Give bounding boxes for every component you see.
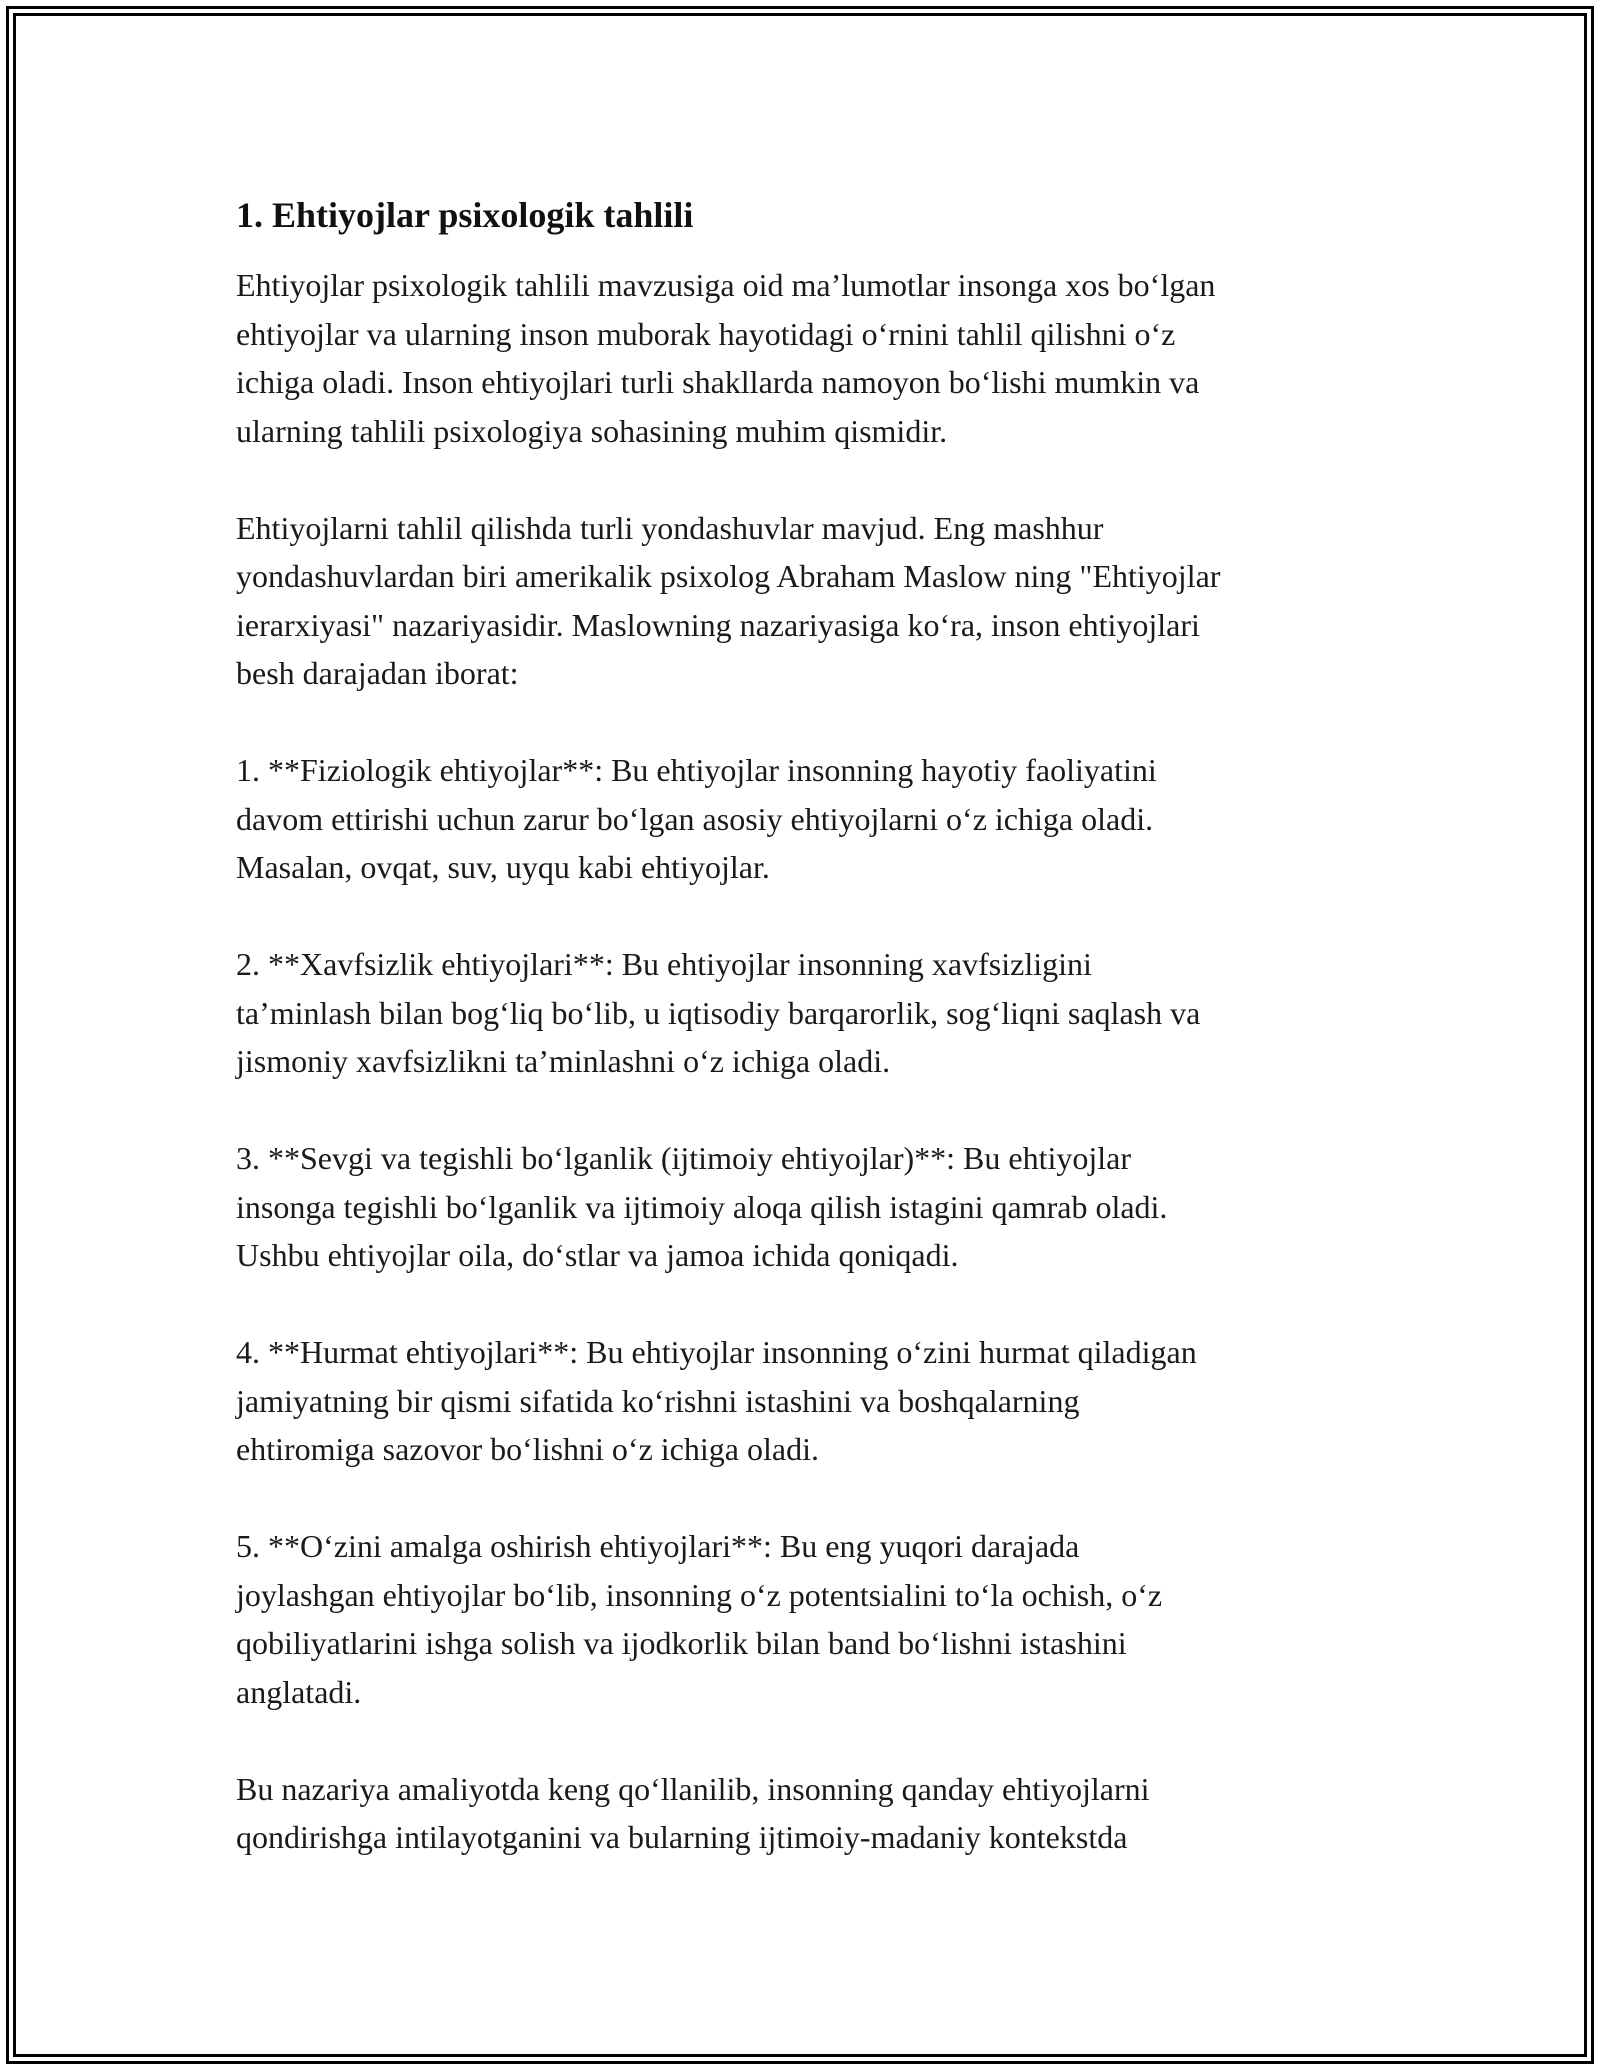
text-line: anglatadi. [236, 1673, 362, 1710]
text-line: yondashuvlardan biri amerikalik psixolog Abraham Maslow ning "Ehtiyojlar [236, 558, 1221, 594]
text-line: 1. **Fiziologik ehtiyojlar**: Bu ehtiyojlar insonning hayotiy faoliyatini [236, 752, 1157, 788]
text-line: Ehtiyojlar psixologik tahlili mavzusiga oid ma’lumotlar insonga xos bo‘lgan [236, 267, 1216, 303]
section-title: 1. Ehtiyojlar psixologik tahlili [236, 195, 694, 235]
text-line: davom ettirishi uchun zarur bo‘lgan asosiy ehtiyojlarni o‘z ichiga oladi. [236, 800, 1154, 837]
text-line: 5. **O‘zini amalga oshirish ehtiyojlari**: Bu eng yuqori darajada [236, 1528, 1080, 1564]
text-line: ularning tahlili psixologiya sohasining muhim qismidir. [236, 412, 948, 449]
list-item-belonging [236, 1134, 1396, 1280]
text-line: besh darajadan iborat: [236, 655, 519, 691]
text-line: qondirishga intilayotganini va bularning ijtimoiy-madaniy kontekstda [236, 1819, 1128, 1855]
text-line: Ehtiyojlarni tahlil qilishda turli yondashuvlar mavjud. Eng mashhur [236, 509, 1104, 546]
text-line: ta’minlash bilan bog‘liq bo‘lib, u iqtisodiy barqarorlik, sog‘liqni saqlash va [236, 994, 1201, 1031]
text-line: ehtiyojlar va ularning inson muborak hayotidagi o‘rnini tahlil qilishni o‘z [236, 315, 1176, 352]
text-line: 4. **Hurmat ehtiyojlari**: Bu ehtiyojlar insonning o‘zini hurmat qiladigan [236, 1334, 1197, 1370]
list-item-safety [236, 940, 1396, 1086]
text-line: Bu nazariya amaliyotda keng qo‘llanilib, insonning qanday ehtiyojlarni [236, 1770, 1150, 1807]
document-body [236, 183, 1396, 1862]
text-line: joylashgan ehtiyojlar bo‘lib, insonning o‘z potentsialini to‘la ochish, o‘z [236, 1576, 1163, 1613]
text-line: qobiliyatlarini ishga solish va ijodkorlik bilan band bo‘lishni istashini [236, 1625, 1127, 1661]
list-item-esteem [236, 1328, 1396, 1474]
text-line: jamiyatning bir qismi sifatida ko‘rishni istashini va boshqalarning [236, 1382, 1080, 1419]
paragraph-approaches [236, 504, 1396, 698]
text-line: ehtiromiga sazovor bo‘lishni o‘z ichiga oladi. [236, 1431, 819, 1467]
list-item-physiological [236, 746, 1396, 892]
text-line: ierarxiyasi" nazariyasidir. Maslowning nazariyasiga ko‘ra, inson ehtiyojlari [236, 606, 1200, 643]
text-line: jismoniy xavfsizlikni ta’minlashni o‘z ichiga oladi. [236, 1043, 891, 1079]
list-item-self-actualization [236, 1522, 1396, 1716]
text-line: Masalan, ovqat, suv, uyqu kabi ehtiyojlar. [236, 849, 770, 885]
paragraph-conclusion [236, 1765, 1396, 1862]
paragraph-intro [236, 261, 1396, 455]
text-line: Ushbu ehtiyojlar oila, do‘stlar va jamoa ichida qoniqadi. [236, 1237, 959, 1273]
text-line: ichiga oladi. Inson ehtiyojlari turli shakllarda namoyon bo‘lishi mumkin va [236, 364, 1200, 400]
text-line: 3. **Sevgi va tegishli bo‘lganlik (ijtimoiy ehtiyojlar)**: Bu ehtiyojlar [236, 1140, 1131, 1176]
text-line: insonga tegishli bo‘lganlik va ijtimoiy aloqa qilish istagini qamrab oladi. [236, 1188, 1168, 1225]
text-line: 2. **Xavfsizlik ehtiyojlari**: Bu ehtiyojlar insonning xavfsizligini [236, 946, 1092, 982]
